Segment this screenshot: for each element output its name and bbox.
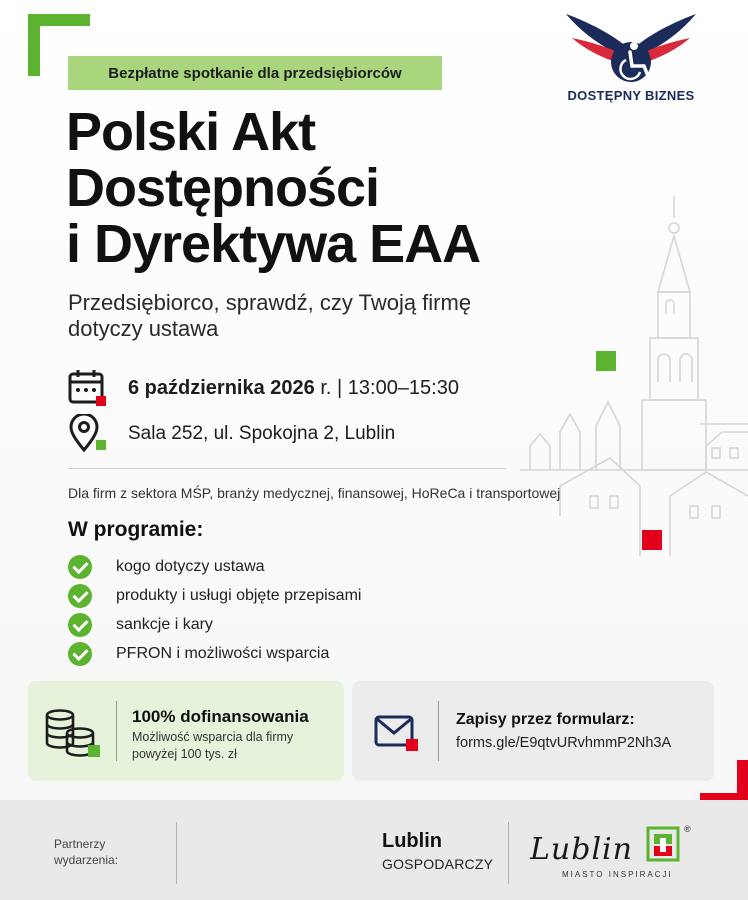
event-place-row bbox=[68, 414, 395, 454]
lublin-emblem-icon bbox=[646, 826, 680, 862]
dostepny-biznes-logo bbox=[556, 10, 706, 106]
divider bbox=[68, 468, 506, 469]
lublin-gospodarczy-name: Lublin bbox=[382, 830, 442, 852]
partners-label-line-1: Partnerzy bbox=[54, 837, 106, 851]
program-list bbox=[68, 552, 361, 668]
calendar-icon bbox=[68, 368, 108, 408]
page-title bbox=[66, 104, 586, 272]
signup-title: Zapisy przez formularz: bbox=[456, 711, 635, 728]
event-date-row bbox=[68, 368, 459, 408]
check-icon bbox=[68, 555, 92, 579]
event-badge: Bezpłatne spotkanie dla przedsiębiorców bbox=[68, 56, 442, 90]
footer-separator bbox=[508, 822, 509, 884]
list-item bbox=[68, 639, 361, 668]
event-date-day: 6 października 2026 bbox=[128, 376, 315, 399]
title-line-2: Dostępności bbox=[66, 158, 380, 218]
subtitle-line-1: Przedsiębiorco, sprawdź, czy Twoją firmę bbox=[68, 290, 472, 315]
list-item bbox=[68, 610, 361, 639]
lublin-gospodarczy-sub: GOSPODARCZY bbox=[382, 856, 494, 872]
funding-desc-line-2: powyżej 100 tys. zł bbox=[132, 747, 237, 761]
footer-separator bbox=[176, 822, 177, 884]
signup-form-link[interactable]: forms.gle/E9qtvURvhmmP2Nh3A bbox=[456, 735, 672, 751]
program-item-label: produkty i usługi objęte przepisami bbox=[116, 586, 362, 604]
location-pin-icon bbox=[68, 414, 108, 454]
program-title: W programie: bbox=[68, 518, 204, 541]
target-sectors: Dla firm z sektora MŚP, branży medycznej, finansowej, HoReCa i transportowej bbox=[68, 485, 561, 501]
check-icon bbox=[68, 613, 92, 637]
subtitle bbox=[68, 290, 588, 342]
funding-title: 100% dofinansowania bbox=[132, 707, 309, 726]
program-item-label: kogo dotyczy ustawa bbox=[116, 557, 265, 575]
event-date-suffix: r. bbox=[314, 376, 332, 399]
partners-label-line-2: wydarzenia: bbox=[54, 853, 119, 867]
signup-box bbox=[352, 681, 714, 781]
funding-box bbox=[28, 681, 344, 781]
lublin-miasto-sub: MIASTO INSPIRACJI bbox=[562, 870, 673, 879]
decorative-square-red bbox=[642, 530, 662, 550]
partners-footer bbox=[0, 800, 748, 900]
funding-description bbox=[132, 729, 332, 763]
check-icon bbox=[68, 642, 92, 666]
program-item-label: PFRON i możliwości wsparcia bbox=[116, 644, 330, 662]
event-date bbox=[128, 377, 459, 400]
list-item bbox=[68, 581, 361, 610]
title-line-3: i Dyrektywa EAA bbox=[66, 214, 481, 274]
event-time: | 13:00–15:30 bbox=[331, 376, 459, 399]
funding-divider bbox=[116, 701, 117, 761]
event-place: Sala 252, ul. Spokojna 2, Lublin bbox=[128, 423, 396, 444]
partners-label bbox=[54, 836, 118, 868]
subtitle-line-2: dotyczy ustawa bbox=[68, 316, 219, 341]
decorative-square-green bbox=[596, 351, 616, 371]
logo-text: DOSTĘPNY BIZNES bbox=[567, 88, 695, 103]
signup-divider bbox=[438, 701, 439, 761]
wheelchair-wings-icon bbox=[564, 10, 698, 90]
list-item bbox=[68, 552, 361, 581]
envelope-icon bbox=[374, 715, 420, 753]
lublin-miasto-name: Lublin bbox=[530, 832, 633, 867]
check-icon bbox=[68, 584, 92, 608]
coins-icon bbox=[44, 709, 104, 761]
title-line-1: Polski Akt bbox=[66, 102, 316, 162]
program-item-label: sankcje i kary bbox=[116, 615, 213, 633]
registered-mark: ® bbox=[684, 824, 691, 834]
funding-desc-line-1: Możliwość wsparcia dla firmy bbox=[132, 730, 294, 744]
